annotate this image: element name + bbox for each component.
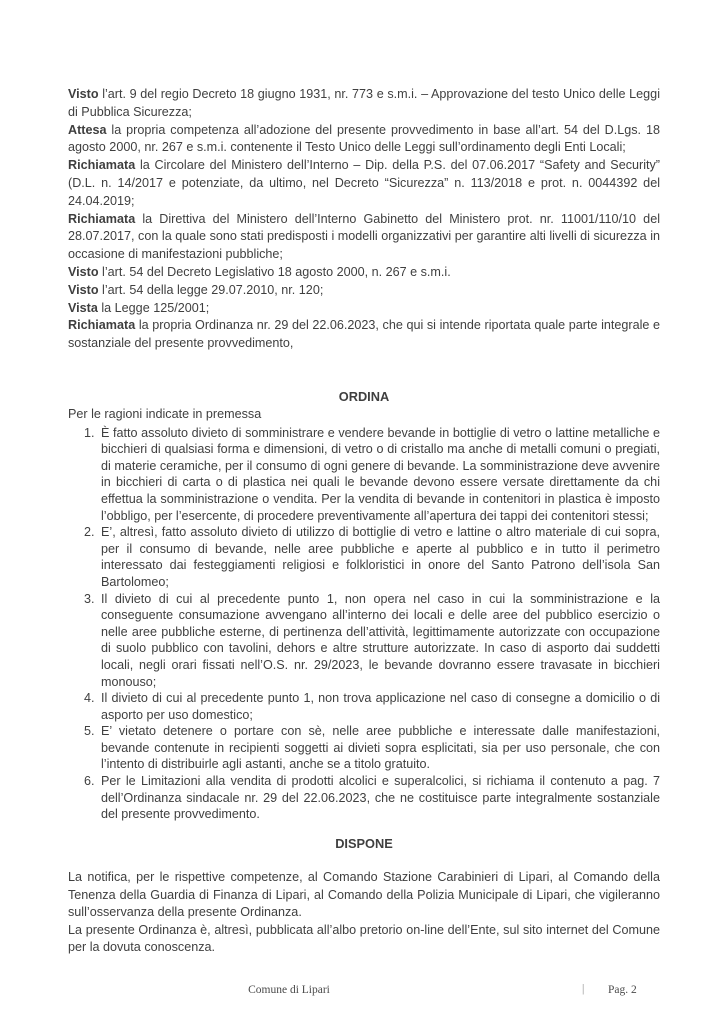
recital-lead: Richiamata xyxy=(68,211,136,226)
ordina-item xyxy=(68,524,660,590)
dispone-paragraph: La notifica, per le rispettive competenze, al Comando Stazione Carabinieri di Lipari, al Comando della Tenenza della Guardia di Finanza di Lipari, al Comando della Polizia Municipale di Lipari, che vigileranno sull’osservanza della presente Ordinanza. xyxy=(68,870,660,920)
recital-lead: Richiamata xyxy=(68,318,136,333)
ordina-item xyxy=(68,690,660,723)
recital-lead: Visto xyxy=(68,87,99,101)
recital-lead: Visto xyxy=(68,264,99,279)
dispone-paragraph: La presente Ordinanza è, altresì, pubblicata all’albo pretorio on-line dell’Ente, sul sito internet del Comune per la dovuta conoscenza. xyxy=(68,922,660,955)
recital-text: la propria competenza all’adozione del presente provvedimento in base all’art. 54 del D.Lgs. 18 agosto 2000, nr. 267 e s.m.i. contenente il Testo Unico delle Leggi sull’ordinamento degli Enti Locali; xyxy=(68,122,660,155)
footer-page-number: Pag. 2 xyxy=(608,984,637,996)
ordina-section xyxy=(68,406,660,823)
dispone-heading: DISPONE xyxy=(335,836,393,851)
ordina-item xyxy=(68,425,660,525)
recital-lead: Attesa xyxy=(68,122,107,137)
item-number: 3. xyxy=(84,591,95,606)
item-number: 6. xyxy=(84,774,95,789)
item-text: Il divieto di cui al precedente punto 1, non trova applicazione nel caso di consegne a domicilio o di asporto per uso domestico; xyxy=(101,691,660,722)
ordina-item xyxy=(68,773,660,823)
page-footer xyxy=(0,984,725,1004)
item-number: 2. xyxy=(84,525,95,540)
recitals-section xyxy=(68,86,660,353)
recital-paragraph xyxy=(68,122,660,158)
item-text: Il divieto di cui al precedente punto 1, non opera nel caso in cui la somministrazione e la conseguente consumazione avvengano all’interno dei locali e delle aree del pubblico esercizio o nelle aree pubbliche esterne, di pertinenza dell’attività, legittimamente autorizzate con occupazione di suolo pubblico con tavolini, dehors e altre strutture autorizzate. In caso di asporto dai suddetti locali, negli orari fissati nell’O.S. nr. 29/2023, le bevande dovranno essere travasate in bicchieri monouso; xyxy=(101,591,660,689)
item-text: E’, altresì, fatto assoluto divieto di utilizzo di bottiglie di vetro e lattine o altro materiale di cui sopra, per il consumo di bevande, nelle aree pubbliche e aperte al pubblico e in tutto il perimetro interessato dai festeggiamenti religiosi e folkloristici in onore del Santo Patrono dell’isola San Bartolomeo; xyxy=(101,525,660,589)
item-text: È fatto assoluto divieto di somministrare e vendere bevande in bottiglie di vetro o lattine metalliche e bicchieri di qualsiasi forma e dimensioni, di vetro o di cristallo ma anche di metalli comuni o pregiati, di materie ceramiche, per il consumo di ogni genere di bevande. La somministrazione deve avvenire in bicchieri di carta o di plastica nei quali le bevande devono essere versate direttamente da chi effettua la somministrazione o vendita. Per la vendita di bevande in contenitori in plastica è imposto l’obbligo, per l’esercente, di procedere preventivamente all’apertura dei tappi dei contenitori stessi; xyxy=(101,425,660,523)
recital-lead: Richiamata xyxy=(68,158,136,173)
recital-lead: Vista xyxy=(68,300,98,315)
ordina-list xyxy=(68,425,660,823)
recital-text: la Legge 125/2001; xyxy=(97,300,210,315)
recital-paragraph xyxy=(68,317,660,353)
ordina-item xyxy=(68,591,660,691)
recital-text: la Direttiva del Ministero dell’Interno Gabinetto del Ministero prot. nr. 11001/110/10 del 28.07.2017, con la quale sono stati predisposti i modelli organizzativi per garantire alti livelli di sicurezza in occasione di manifestazioni pubbliche; xyxy=(68,211,660,262)
footer-entity-name: Comune di Lipari xyxy=(248,984,330,996)
ordina-heading: ORDINA xyxy=(338,389,390,404)
recital-text: la Circolare del Ministero dell’Interno – Dip. della P.S. del 07.06.2017 “Safety and Security” (D.L. n. 14/2017 e potenziate, da ultimo, nel Decreto “Sicurezza” n. 113/2018 e prot. n. 0044392 del 24.04.2019; xyxy=(68,158,660,208)
item-number: 5. xyxy=(84,724,95,739)
recital-text: l’art. 54 del Decreto Legislativo 18 agosto 2000, n. 267 e s.m.i. xyxy=(98,264,451,279)
ordina-item xyxy=(68,723,660,773)
recital-lead: Visto xyxy=(68,282,99,297)
item-text: Per le Limitazioni alla vendita di prodotti alcolici e superalcolici, si richiama il contenuto a pag. 7 dell’Ordinanza sindacale nr. 29 del 22.06.2023, che ne costituisce parte integralmente sostanziale del presente provvedimento. xyxy=(101,774,660,822)
item-number: 4. xyxy=(84,691,95,706)
recital-paragraph xyxy=(68,264,660,282)
recital-paragraph xyxy=(68,282,660,300)
recital-text: la propria Ordinanza nr. 29 del 22.06.2023, che qui si intende riportata quale parte integrale e sostanziale del presente provvedimento, xyxy=(68,318,660,351)
recital-text: l’art. 54 della legge 29.07.2010, nr. 120; xyxy=(98,282,324,297)
ordina-intro: Per le ragioni indicate in premessa xyxy=(68,407,262,421)
recital-paragraph xyxy=(68,300,660,318)
recital-text: l’art. 9 del regio Decreto 18 giugno 1931, nr. 773 e s.m.i. – Approvazione del testo Unico delle Leggi di Pubblica Sicurezza; xyxy=(68,87,660,119)
footer-separator: | xyxy=(582,983,585,995)
recital-paragraph xyxy=(68,157,660,210)
item-text: E’ vietato detenere o portare con sè, nelle aree pubbliche e interessate dalle manifestazioni, bevande contenute in recipienti soggetti ai divieti sopra esplicitati, sia per uso personale, che con l’intento di distribuirle agli astanti, anche se a titolo gratuito. xyxy=(101,724,660,772)
recital-paragraph xyxy=(68,211,660,264)
recital-paragraph xyxy=(68,86,660,122)
dispone-section xyxy=(68,869,660,957)
item-number: 1. xyxy=(84,425,95,440)
